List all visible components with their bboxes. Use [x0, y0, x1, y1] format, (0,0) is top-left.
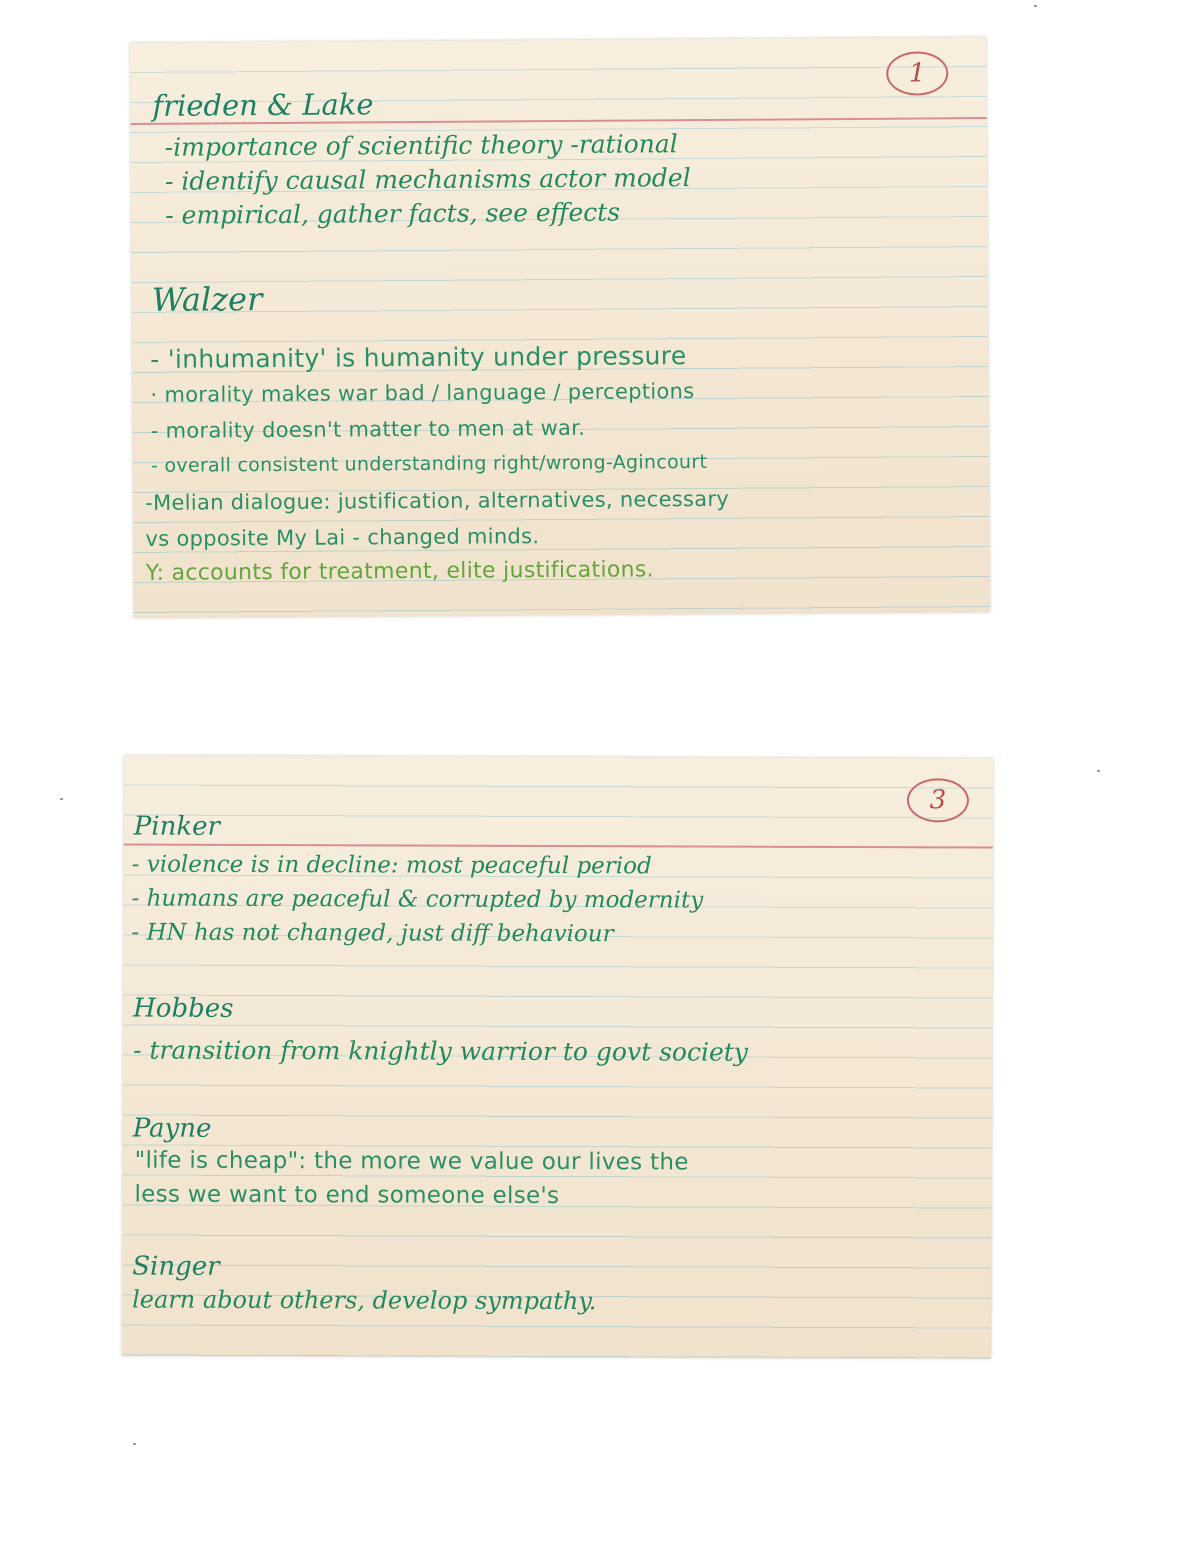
note-line: · morality makes war bad / language / perceptions	[150, 379, 695, 407]
red-margin-rule	[124, 843, 993, 848]
note-line: learn about others, develop sympathy.	[132, 1285, 597, 1316]
note-line: - violence is in decline: most peaceful period	[131, 851, 652, 880]
note-line: - overall consistent understanding right/wrong-Agincourt	[150, 450, 708, 477]
scan-speck	[1097, 770, 1100, 772]
note-line: - identify causal mechanisms actor model	[164, 163, 691, 196]
note-heading: Walzer	[151, 280, 263, 319]
note-line: - humans are peaceful & corrupted by modernity	[131, 885, 704, 914]
scan-speck	[60, 798, 63, 800]
note-line: vs opposite My Lai - changed minds.	[145, 524, 540, 551]
note-heading: Hobbes	[133, 993, 234, 1024]
scan-speck	[1034, 5, 1037, 7]
note-heading: Payne	[132, 1113, 212, 1144]
scan-speck	[133, 1443, 136, 1445]
note-line: less we want to end someone else's	[134, 1181, 560, 1210]
card-number: 1	[886, 51, 948, 95]
note-line: -Melian dialogue: justification, alternatives, necessary	[145, 486, 730, 515]
note-line: - HN has not changed, just diff behaviour	[131, 919, 614, 948]
note-heading: Pinker	[133, 811, 220, 842]
note-line: "life is cheap": the more we value our lives the	[134, 1147, 689, 1176]
note-line: - morality doesn't matter to men at war.	[150, 415, 586, 443]
card-number: 3	[907, 778, 969, 822]
note-line: -importance of scientific theory -rational	[164, 129, 678, 162]
index-card-3	[122, 755, 993, 1358]
note-heading: frieden & Lake	[152, 87, 374, 123]
note-heading: Singer	[132, 1251, 220, 1282]
note-line: Y: accounts for treatment, elite justifications.	[145, 557, 655, 586]
note-line: - empirical, gather facts, see effects	[165, 197, 621, 230]
index-card-1	[130, 37, 990, 618]
note-line: - transition from knightly warrior to govt society	[132, 1035, 749, 1067]
note-line: - 'inhumanity' is humanity under pressure	[150, 341, 687, 374]
